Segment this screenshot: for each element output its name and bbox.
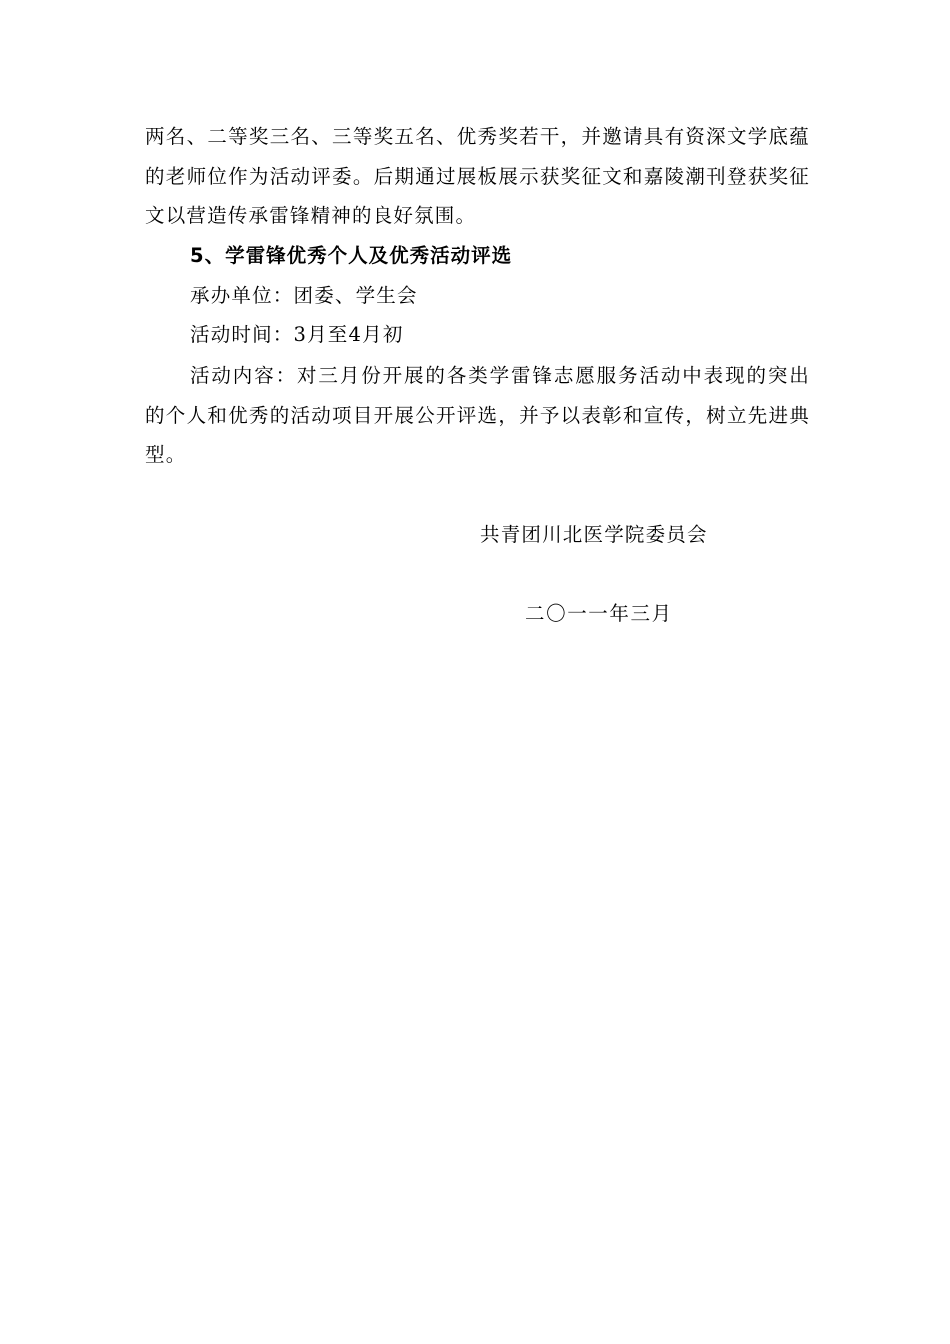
award-paragraph-continuation: 两名、二等奖三名、三等奖五名、优秀奖若干，并邀请具有资深文学底蕴的老师位作为活动评委。后期通过展板展示获奖征文和嘉陵潮刊登获奖征文以营造传承雷锋精神的良好氛围。 [145,125,810,227]
document-date: 二〇一一年三月 [525,602,673,625]
activity-content-paragraph: 活动内容：对三月份开展的各类学雷锋志愿服务活动中表现的突出的个人和优秀的活动项目开展公开评选，并予以表彰和宣传，树立先进典型。 [145,364,810,466]
section-heading: 5、学雷锋优秀个人及优秀活动评选 [190,244,513,267]
signature-organization: 共青团川北医学院委员会 [480,523,708,546]
organizer-line: 承办单位：团委、学生会 [190,284,418,307]
activity-time-line: 活动时间：3月至4月初 [190,323,404,346]
